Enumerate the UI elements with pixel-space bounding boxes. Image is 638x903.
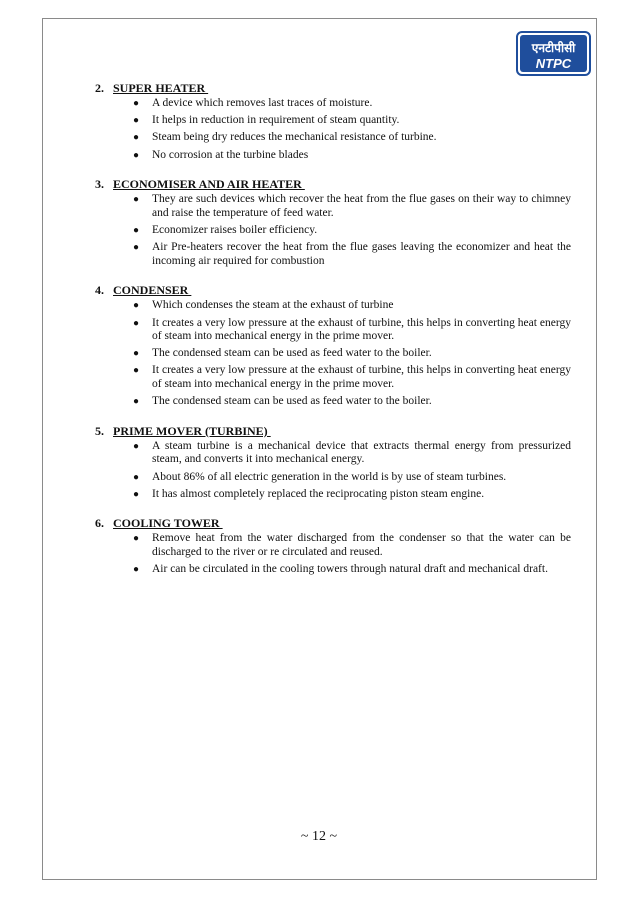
section-cooling-tower (95, 515, 571, 576)
list-item: ● It creates a very low pressure at the exhaust of turbine, this helps in converting heat energy of steam into mechanical energy in the prime mover. (133, 316, 571, 343)
bullet-list (95, 532, 571, 576)
list-item: ● Steam being dry reduces the mechanical resistance of turbine. (133, 131, 437, 144)
bullet-icon: ● (133, 533, 140, 545)
list-item: ● It helps in reduction in requirement of steam quantity. (133, 114, 400, 127)
bullet-list (95, 193, 571, 268)
section-title: CONDENSER (113, 283, 192, 298)
section-heading (95, 176, 571, 192)
section-title: SUPER HEATER (113, 81, 209, 95)
section-economiser-air-heater (95, 176, 571, 268)
bullet-icon: ● (133, 396, 140, 408)
list-item: ● A device which removes last traces of moisture. (133, 97, 373, 109)
bullet-icon: ● (133, 149, 140, 161)
bullet-list (95, 440, 571, 502)
bullet-icon: ● (133, 115, 140, 127)
list-item: ● No corrosion at the turbine blades (133, 148, 309, 161)
list-item: ● A steam turbine is a mechanical device that extracts thermal energy from pressurized steam, and converts it into mechanical energy. (133, 439, 571, 466)
list-item: ● They are such devices which recover the heat from the flue gases on their way to chimney and raise the temperature of feed water. (133, 193, 571, 219)
bullet-icon: ● (133, 194, 140, 206)
bullet-icon: ● (133, 242, 140, 254)
bullet-icon: ● (133, 488, 140, 500)
bullet-icon: ● (133, 440, 140, 452)
page-number: ~ 12 ~ (300, 829, 338, 844)
section-title: COOLING TOWER (113, 516, 223, 531)
section-number: 4. (95, 283, 104, 298)
section-number: 3. (95, 177, 104, 192)
section-prime-mover (95, 423, 571, 502)
section-number: 2. (95, 81, 104, 95)
bullet-icon: ● (133, 132, 140, 144)
logo-latin: NTPC (535, 56, 572, 71)
bullet-icon: ● (133, 317, 140, 329)
section-heading (95, 423, 571, 439)
list-item: ● Air Pre-heaters recover the heat from the flue gases leaving the economizer and heat the incoming air required for combustion (133, 241, 571, 267)
list-item: ● Remove heat from the water discharged from the condenser so that the water can be discharged to the river or re circulated and reused. (133, 532, 571, 558)
list-item: ● Economizer raises boiler efficiency. (133, 223, 318, 236)
section-title: ECONOMISER AND AIR HEATER (113, 177, 305, 192)
bullet-list (95, 299, 571, 409)
section-condenser (95, 282, 571, 409)
bullet-icon: ● (133, 300, 140, 312)
list-item: ● The condensed steam can be used as feed water to the boiler. (133, 347, 432, 360)
bullet-icon: ● (133, 471, 140, 483)
list-item: ● About 86% of all electric generation in the world is by use of steam turbines. (133, 470, 507, 483)
bullet-icon: ● (133, 365, 140, 377)
bullet-icon: ● (133, 564, 140, 576)
logo-devanagari: एनटीपीसी (531, 41, 576, 55)
section-title: PRIME MOVER (TURBINE) (113, 423, 271, 438)
section-heading (95, 80, 571, 96)
bullet-icon: ● (133, 224, 140, 236)
list-item: ● The condensed steam can be used as feed water to the boiler. (133, 395, 432, 408)
list-item: ● Which condenses the steam at the exhaust of turbine (133, 299, 394, 312)
ntpc-logo (516, 31, 591, 76)
list-item: ● It has almost completely replaced the reciprocating piston steam engine. (133, 487, 485, 500)
bullet-icon: ● (133, 98, 140, 109)
section-number: 6. (95, 516, 104, 531)
section-heading (95, 282, 571, 298)
list-item: ● It creates a very low pressure at the exhaust of turbine, this helps in converting heat energy of steam into mechanical energy in the prime mover. (133, 364, 571, 391)
list-item: ● Air can be circulated in the cooling towers through natural draft and mechanical draft. (133, 563, 548, 576)
document-body (95, 80, 571, 591)
section-heading (95, 515, 571, 531)
bullet-list (95, 97, 571, 162)
bullet-icon: ● (133, 348, 140, 360)
section-number: 5. (95, 423, 104, 438)
section-super-heater (95, 80, 571, 162)
